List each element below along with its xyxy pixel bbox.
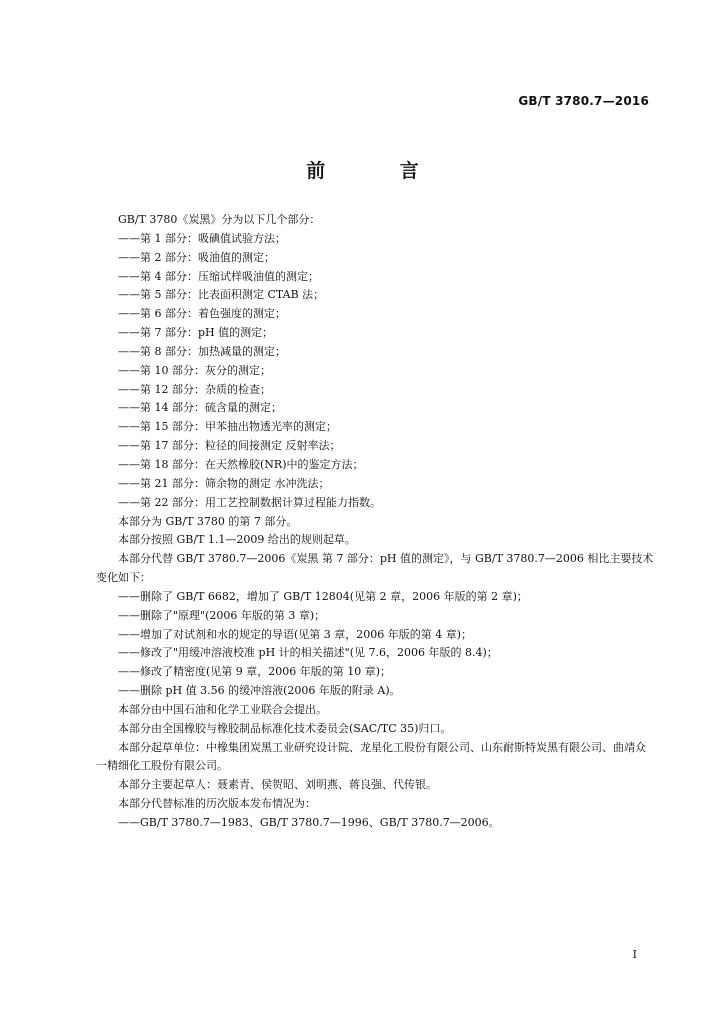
jurisdiction-statement: 本部分由全国橡胶与橡胶制品标准化技术委员会(SAC/TC 35)归口。 xyxy=(118,721,452,735)
history-list-item: ——GB/T 3780.7—1983、GB/T 3780.7—1996、GB/T 3780.7—2006。 xyxy=(118,816,500,829)
list-item: ——删除了 GB/T 6682，增加了 GB/T 12804(见第 2 章，2006 年版的第 2 章)； xyxy=(118,589,528,603)
replaces-statement: 本部分代替 GB/T 3780.7—2006《炭黑 第 7 部分：pH 值的测定》，与 GB/T 3780.7—2006 相比主要技术变化如下： xyxy=(96,552,654,585)
list-item: ——修改了"用缓冲溶液校准 pH 计的相关描述"(见 7.6，2006 年版的 8.4)； xyxy=(118,646,498,660)
page-number: I xyxy=(632,948,637,961)
drafting-units-statement: 本部分起草单位：中橡集团炭黑工业研究设计院、龙星化工股份有限公司、山东耐斯特炭黑有限公司、曲靖众一精细化工股份有限公司。 xyxy=(96,740,646,773)
changes-list xyxy=(96,588,656,701)
list-item: ——第 14 部分：硫含量的测定； xyxy=(118,401,282,415)
list-item: ——第 2 部分：吸油值的测定； xyxy=(118,250,275,264)
list-item: ——第 22 部分：用工艺控制数据计算过程能力指数。 xyxy=(118,495,381,509)
list-item: ——第 6 部分：着色强度的测定； xyxy=(118,307,286,321)
foreword-body xyxy=(96,211,656,833)
list-item: ——删除了"原理"(2006 年版的第 3 章)； xyxy=(118,608,326,622)
this-part-statement: 本部分为 GB/T 3780 的第 7 部分。 xyxy=(118,514,298,528)
proposed-by-statement: 本部分由中国石油和化学工业联合会提出。 xyxy=(118,702,327,716)
standard-number: GB/T 3780.7—2016 xyxy=(518,94,649,108)
list-item: ——第 18 部分：在天然橡胶(NR)中的鉴定方法； xyxy=(118,457,364,471)
history-intro-statement: 本部分代替标准的历次版本发布情况为： xyxy=(118,797,316,811)
list-item: ——第 21 部分：筛余物的测定 水冲洗法； xyxy=(118,476,330,490)
page-title: 前 言 xyxy=(306,160,453,182)
list-item: ——删除 pH 值 3.56 的缓冲溶液(2006 年版的附录 A)。 xyxy=(118,684,401,698)
parts-list xyxy=(96,230,656,513)
list-item: ——第 7 部分：pH 值的测定； xyxy=(118,326,274,340)
list-item: ——第 17 部分：粒径的间接测定 反射率法； xyxy=(118,439,341,453)
list-item: ——第 10 部分：灰分的测定； xyxy=(118,363,271,377)
list-item: ——第 1 部分：吸碘值试验方法； xyxy=(118,231,286,245)
list-item: ——第 5 部分：比表面积测定 CTAB 法； xyxy=(118,288,325,302)
list-item: ——第 15 部分：甲苯抽出物透光率的测定； xyxy=(118,420,337,434)
list-item: ——修改了精密度(见第 9 章，2006 年版的第 10 章)； xyxy=(118,665,392,679)
list-item: ——增加了对试剂和水的规定的导语(见第 3 章，2006 年版的第 4 章)； xyxy=(118,627,473,641)
list-item: ——第 12 部分：杂质的检查； xyxy=(118,382,271,396)
drafters-statement: 本部分主要起草人：聂素青、侯贺昭、刘明燕、蒋良强、代传银。 xyxy=(118,778,437,792)
drafting-rule-statement: 本部分按照 GB/T 1.1—2009 给出的规则起草。 xyxy=(118,533,356,547)
list-item: ——第 4 部分：压缩试样吸油值的测定； xyxy=(118,269,319,283)
list-item: ——第 8 部分：加热减量的测定； xyxy=(118,344,286,358)
series-intro: GB/T 3780《炭黑》分为以下几个部分： xyxy=(118,213,321,226)
